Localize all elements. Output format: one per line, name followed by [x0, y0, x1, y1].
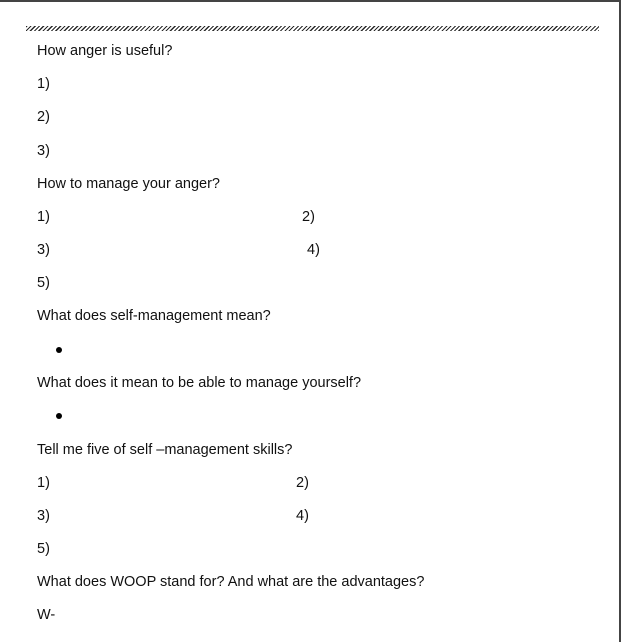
question-self-management-meaning: What does self-management mean? [37, 308, 271, 324]
answer-number-2: 2) [302, 209, 315, 225]
question-woop: What does WOOP stand for? And what are the advantages? [37, 574, 425, 590]
answer-number-3: 3) [37, 508, 50, 524]
question-manage-anger: How to manage your anger? [37, 176, 220, 192]
answer-number-1: 1) [37, 209, 50, 225]
answer-number-1: 1) [37, 76, 50, 92]
decorative-divider [26, 26, 599, 31]
question-anger-useful: How anger is useful? [37, 43, 173, 59]
answer-number-3: 3) [37, 242, 50, 258]
question-self-management-skills: Tell me five of self –management skills? [37, 442, 293, 458]
answer-number-2: 2) [296, 475, 309, 491]
answer-number-3: 3) [37, 143, 50, 159]
answer-number-4: 4) [296, 508, 309, 524]
answer-number-5: 5) [37, 541, 50, 557]
question-manage-yourself: What does it mean to be able to manage yourself? [37, 375, 362, 391]
answer-number-4: 4) [307, 242, 320, 258]
answer-number-2: 2) [37, 109, 50, 125]
answer-w-prefix: W- [37, 607, 56, 623]
answer-number-5: 5) [37, 275, 50, 291]
bullet-point [56, 347, 62, 353]
bullet-point [56, 413, 62, 419]
answer-number-1: 1) [37, 475, 50, 491]
